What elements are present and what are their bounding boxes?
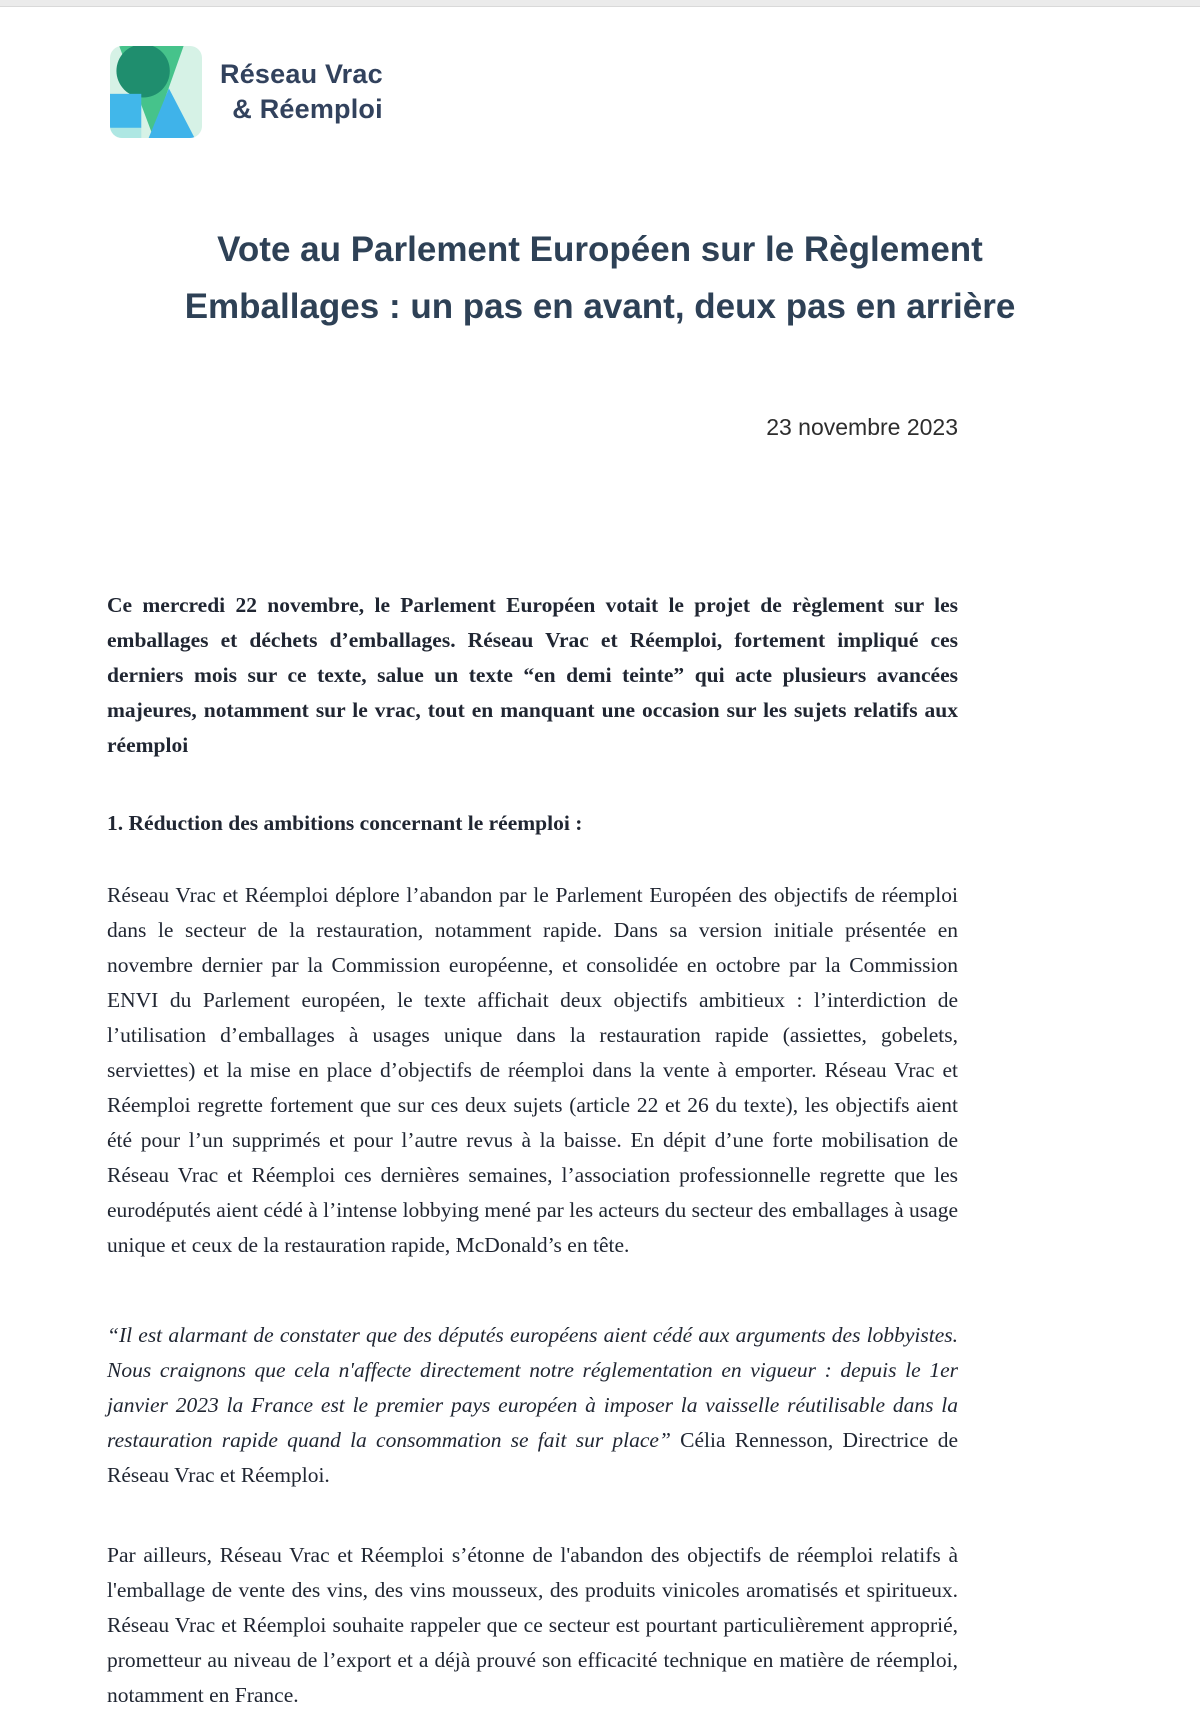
document-date: 23 novembre 2023: [766, 414, 958, 440]
logo: [110, 46, 383, 138]
reseau-vrac-logo-icon: [110, 46, 202, 138]
quote-attribution: Célia Rennesson, Directrice de Réseau Vrac et Réemploi.: [107, 1427, 958, 1487]
title-line-2: Emballages : un pas en avant, deux pas en arrière: [184, 287, 1016, 326]
section-1-heading: 1. Réduction des ambitions concernant le réemploi :: [107, 810, 583, 835]
logo-name-line2: & Réemploi: [232, 94, 383, 124]
title-line-1: Vote au Parlement Européen sur le Règlement: [217, 230, 983, 269]
closing-paragraph: Par ailleurs, Réseau Vrac et Réemploi s’étonne de l'abandon des objectifs de réemploi relatifs à l'emballage de vente des vins, des vins mousseux, des produits vinicoles aromatisés et spiritueux. Réseau Vrac et Réemploi souhaite rappeler que ce secteur est pourtant particulièrement approprié, prometteur au niveau de l’export et a déjà prouvé son efficacité technique en matière de réemploi, notamment en France.: [107, 1542, 958, 1707]
logo-name-line1: Réseau Vrac: [220, 59, 383, 89]
logo-text: [220, 57, 383, 127]
document-title: [0, 221, 1200, 335]
page-top-edge: [0, 0, 1200, 7]
quote-paragraph: [107, 1318, 958, 1493]
section-1-paragraph: Réseau Vrac et Réemploi déplore l’abandon par le Parlement Européen des objectifs de réemploi dans le secteur de la restauration, notamment rapide. Dans sa version initiale présentée en novembre dernier par la Commission européenne, et consolidée en octobre par la Commission ENVI du Parlement européen, le texte affichait deux objectifs ambitieux : l’interdiction de l’utilisation d’emballages à usages unique dans la restauration rapide (assiettes, gobelets, serviettes) et la mise en place d’objectifs de réemploi dans la vente à emporter. Réseau Vrac et Réemploi regrette fortement que sur ces deux sujets (article 22 et 26 du texte), les objectifs aient été pour l’un supprimés et pour l’autre revus à la baisse. En dépit d’une forte mobilisation de Réseau Vrac et Réemploi ces dernières semaines, l’association professionnelle regrette que les eurodéputés aient cédé à l’intense lobbying mené par les acteurs du secteur des emballages à usage unique et ceux de la restauration rapide, McDonald’s en tête.: [107, 882, 958, 1257]
intro-paragraph: Ce mercredi 22 novembre, le Parlement Européen votait le projet de règlement sur les emballages et déchets d’emballages. Réseau Vrac et Réemploi, fortement impliqué ces derniers mois sur ce texte, salue un texte “en demi teinte” qui acte plusieurs avancées majeures, notamment sur le vrac, tout en manquant une occasion sur les sujets relatifs aux réemploi: [107, 592, 958, 757]
quote-italic-text: “Il est alarmant de constater que des députés européens aient cédé aux arguments des lobbyistes. Nous craignons que cela n'affecte directement notre réglementation en vigueur : depuis le 1er janvier 2023 la France est le premier pays européen à imposer la vaisselle réutilisable dans la restauration rapide quand la consommation se fait sur place”: [107, 1322, 958, 1452]
